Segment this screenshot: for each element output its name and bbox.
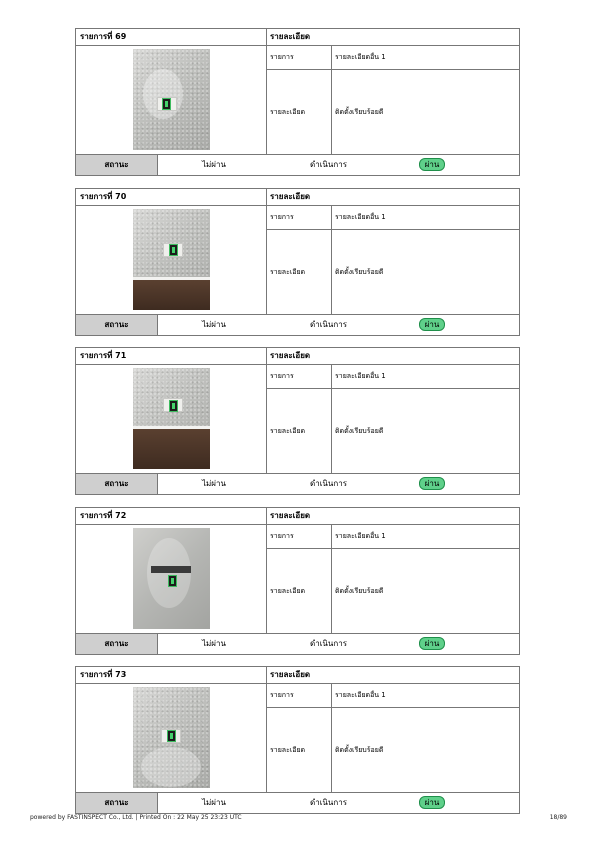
detail-header: รายละเอียด: [267, 508, 519, 525]
row-label: รายการ: [267, 684, 332, 707]
status-option-fail[interactable]: ไม่ผ่าน: [202, 798, 226, 807]
row-value: รายละเอียดอื่น 1: [335, 213, 386, 221]
detail-row-description: [267, 389, 519, 473]
inspection-item-card: [75, 347, 520, 495]
row-label: รายละเอียด: [267, 549, 332, 633]
photo-cell: [76, 365, 267, 473]
item-photo[interactable]: [133, 687, 210, 788]
status-label: สถานะ: [76, 474, 158, 494]
item-photo[interactable]: [133, 49, 210, 150]
row-label: รายการ: [267, 525, 332, 548]
row-label: รายละเอียด: [267, 70, 332, 154]
item-number-label: รายการที่ 70: [76, 189, 267, 206]
photo-cell: [76, 525, 267, 633]
photo-cell: [76, 684, 267, 792]
item-number-label: รายการที่ 71: [76, 348, 267, 365]
status-option-pass-badge[interactable]: ผ่าน: [419, 318, 445, 331]
detail-row-description: [267, 230, 519, 314]
detail-row-item: [267, 206, 519, 230]
status-option-in-progress[interactable]: ดำเนินการ: [310, 639, 347, 648]
row-value: ติดตั้งเรียบร้อยดี: [335, 586, 384, 595]
footer-printed-info: powered by FASTINSPECT Co., Ltd. | Printed On : 22 May 25 23:23 UTC: [30, 814, 242, 821]
detail-row-description: [267, 708, 519, 792]
status-bar: [76, 473, 519, 494]
status-label: สถานะ: [76, 793, 158, 813]
detail-header: รายละเอียด: [267, 667, 519, 684]
item-photo[interactable]: [133, 528, 210, 629]
item-number-label: รายการที่ 73: [76, 667, 267, 684]
row-value: ติดตั้งเรียบร้อยดี: [335, 426, 384, 435]
status-bar: [76, 792, 519, 813]
meter-device-icon: [168, 575, 177, 587]
status-option-in-progress[interactable]: ดำเนินการ: [310, 160, 347, 169]
row-value: ติดตั้งเรียบร้อยดี: [335, 107, 384, 116]
meter-device-icon: [169, 400, 178, 412]
row-value: รายละเอียดอื่น 1: [335, 532, 386, 540]
detail-row-description: [267, 70, 519, 154]
status-option-fail[interactable]: ไม่ผ่าน: [202, 320, 226, 329]
meter-device-icon: [169, 244, 178, 256]
status-option-in-progress[interactable]: ดำเนินการ: [310, 320, 347, 329]
item-photo[interactable]: [133, 368, 210, 469]
row-value: ติดตั้งเรียบร้อยดี: [335, 267, 384, 276]
detail-row-description: [267, 549, 519, 633]
status-label: สถานะ: [76, 315, 158, 335]
detail-header: รายละเอียด: [267, 29, 519, 46]
status-option-fail[interactable]: ไม่ผ่าน: [202, 639, 226, 648]
status-option-in-progress[interactable]: ดำเนินการ: [310, 479, 347, 488]
item-number-label: รายการที่ 72: [76, 508, 267, 525]
row-value: รายละเอียดอื่น 1: [335, 691, 386, 699]
status-option-pass-badge[interactable]: ผ่าน: [419, 637, 445, 650]
inspection-item-card: [75, 507, 520, 655]
row-label: รายการ: [267, 365, 332, 388]
inspection-item-card: [75, 188, 520, 336]
status-bar: [76, 154, 519, 175]
detail-row-item: [267, 525, 519, 549]
status-bar: [76, 314, 519, 335]
item-number-label: รายการที่ 69: [76, 29, 267, 46]
status-option-pass-badge[interactable]: ผ่าน: [419, 477, 445, 490]
item-photo[interactable]: [133, 209, 210, 310]
row-value: รายละเอียดอื่น 1: [335, 53, 386, 61]
status-option-pass-badge[interactable]: ผ่าน: [419, 158, 445, 171]
row-label: รายการ: [267, 46, 332, 69]
status-label: สถานะ: [76, 634, 158, 654]
detail-header: รายละเอียด: [267, 189, 519, 206]
row-label: รายละเอียด: [267, 230, 332, 314]
status-bar: [76, 633, 519, 654]
inspection-item-card: [75, 28, 520, 176]
photo-cell: [76, 206, 267, 314]
status-label: สถานะ: [76, 155, 158, 175]
detail-header: รายละเอียด: [267, 348, 519, 365]
detail-row-item: [267, 46, 519, 70]
row-label: รายละเอียด: [267, 389, 332, 473]
status-option-pass-badge[interactable]: ผ่าน: [419, 796, 445, 809]
photo-cell: [76, 46, 267, 154]
meter-device-icon: [162, 98, 171, 110]
meter-device-icon: [167, 730, 176, 742]
row-label: รายการ: [267, 206, 332, 229]
detail-row-item: [267, 684, 519, 708]
status-option-fail[interactable]: ไม่ผ่าน: [202, 160, 226, 169]
status-option-fail[interactable]: ไม่ผ่าน: [202, 479, 226, 488]
row-label: รายละเอียด: [267, 708, 332, 792]
inspection-item-card: [75, 666, 520, 814]
row-value: รายละเอียดอื่น 1: [335, 372, 386, 380]
row-value: ติดตั้งเรียบร้อยดี: [335, 745, 384, 754]
status-option-in-progress[interactable]: ดำเนินการ: [310, 798, 347, 807]
footer-page-number: 18/89: [549, 814, 567, 821]
detail-row-item: [267, 365, 519, 389]
